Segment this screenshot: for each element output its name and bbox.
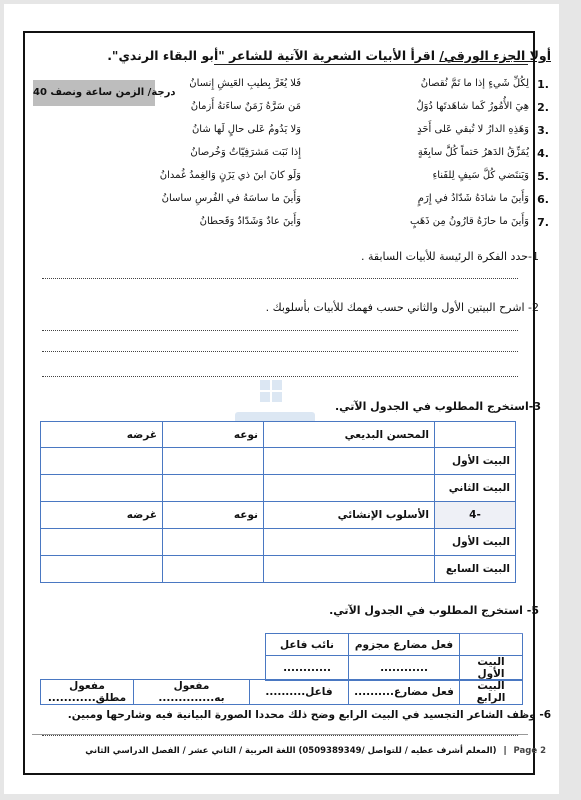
col-type: نوعه [163,422,264,448]
verse-number: 2. [537,101,549,114]
cell-input[interactable] [41,448,163,475]
row-label-first-3: البيت الأول [460,656,523,681]
cell-input[interactable] [163,556,264,583]
answer-subject[interactable]: فاعل.......... [250,680,349,705]
verse-number: 7. [537,216,549,229]
answer-line-2c[interactable] [42,376,518,377]
blank-corner [435,422,516,448]
row-label-second: البيت الثاني [435,475,516,502]
verse-number: 1. [537,78,549,91]
verse-number: 3. [537,124,549,137]
question-4-label: -4 [435,502,516,529]
rhetoric-table [40,421,516,583]
verse-first-hemistich: لِكُلِّ شَيءٍ إذا ما تَمَّ نُقصانُ [420,78,529,89]
answer-present-verb[interactable]: فعل مضارع.......... [349,680,460,705]
question-6: 6- وظف الشاعر التجسيد في البيت الرابع وضح ذلك محددا الصورة البيانية فيه وشارحها ومبين. [67,709,551,721]
answer-passive-subject[interactable]: ............ [266,656,349,681]
col-type-2: نوعه [163,502,264,529]
cell-input[interactable] [264,448,435,475]
grammar-row-fourth [40,679,523,705]
row-label-first: البيت الأول [435,448,516,475]
answer-line-2a[interactable] [42,330,518,331]
answer-line-1[interactable] [42,278,518,279]
verse-second-hemistich: مَن سَرَّهُ زَمَنٌ ساءَتهُ أَزمانُ [190,101,301,112]
grade-time-badge: 40 درجة/ الزمن ساعة ونصف [33,80,155,106]
title-instruction: اقرأ الأبيات الشعرية الآتية للشاعر "أبو البقاء الرندي". [107,48,440,63]
cell-input[interactable] [264,529,435,556]
answer-object[interactable]: مفعول به.............. [134,680,250,705]
row-label-fourth: البيت الرابع [460,680,523,705]
cell-input[interactable] [264,556,435,583]
cell-input[interactable] [264,475,435,502]
verse-second-hemistich: إِذا نَبَت مَشرَفِيّاتٌ وَخُرصانُ [190,147,301,158]
verse-second-hemistich: فَلا يُغَرَّ بِطيبِ العَيشِ إِنسانُ [189,78,301,89]
title-underline [214,64,528,65]
footer-divider [32,734,528,735]
question-5: 5- استخرج المطلوب في الجدول الآتي. [329,604,539,617]
footer: Page 2 | (المعلم أشرف عطيه / للتواصل /0509389349) اللغة العربية / الثاني عشر / الفصل الدراسي الثاني [85,746,546,756]
col-purpose-2: غرضه [41,502,163,529]
verse-first-hemistich: وَأَينَ ما شادَهُ شَدّادُ في إِرَمٍ [417,193,529,204]
row-label-seventh: البيت السابع [435,556,516,583]
cell-input[interactable] [163,475,264,502]
verse-second-hemistich: وَأَينَ ما ساسَهُ في الفُرسِ ساسانُ [161,193,301,204]
verse-number: 6. [537,193,549,206]
col-rhetoric: المحسن البديعي [264,422,435,448]
page-number: Page 2 [513,746,546,756]
answer-line-2b[interactable] [42,351,518,352]
question-1: 1-حدد الفكرة الرئيسة للأبيات السابقة . [361,250,539,263]
verse-first-hemistich: هِيَ الأُمُورُ كَما شاهَدتَها دُوَلٌ [416,101,529,112]
col-jussive-verb: فعل مضارع مجزوم [349,634,460,656]
verse-second-hemistich: وَلا يَدُومُ عَلى حالٍ لَها شانُ [191,124,301,135]
answer-absolute-object[interactable]: مفعول مطلق............ [41,680,134,705]
row-label-first-2: البيت الأول [435,529,516,556]
col-style: الأسلوب الإنشائي [264,502,435,529]
answer-jussive[interactable]: ............ [349,656,460,681]
question-3: 3-استخرج المطلوب في الجدول الآتي. [334,400,541,413]
grammar-table [265,633,523,681]
cell-input[interactable] [163,529,264,556]
cell-input[interactable] [41,529,163,556]
question-2: 2- اشرح البيتين الأول والثاني حسب فهمك للأبيات بأسلوبك . [265,301,539,314]
cell-input[interactable] [41,475,163,502]
verse-first-hemistich: وَأَينَ ما حازَهُ قارُونُ مِن ذَهَبٍ [410,216,529,227]
cell-input[interactable] [41,556,163,583]
col-passive-subject: نائب فاعل [266,634,349,656]
verse-first-hemistich: وَهَذِهِ الدارُ لا تُبقي عَلى أَحَدٍ [417,124,529,135]
verse-second-hemistich: وَأَينَ عادٌ وَشَدّادٌ وَقَحطانُ [199,216,301,227]
section-title [107,48,551,63]
verse-number: 4. [537,147,549,160]
verse-first-hemistich: يُمَزِّقُ الدَهرُ حَتماً كُلَّ سابِغَةٍ [417,147,529,158]
verse-number: 5. [537,170,549,183]
col-purpose: غرضه [41,422,163,448]
blank-corner-2 [460,634,523,656]
title-part: أولا الجزء الورقي/ [439,48,551,63]
cell-input[interactable] [163,448,264,475]
answer-line-6[interactable] [42,735,518,736]
verse-second-hemistich: وَلَو كانَ ابنَ ذي يَزَنٍ وَالغِمدُ غُمدانُ [159,170,301,181]
footer-text: (المعلم أشرف عطيه / للتواصل /0509389349) اللغة العربية / الثاني عشر / الفصل الدراسي الثاني [85,746,497,756]
verse-first-hemistich: وَيَنتَضي كُلَّ سَيفٍ لِلفَناءِ [432,170,529,181]
